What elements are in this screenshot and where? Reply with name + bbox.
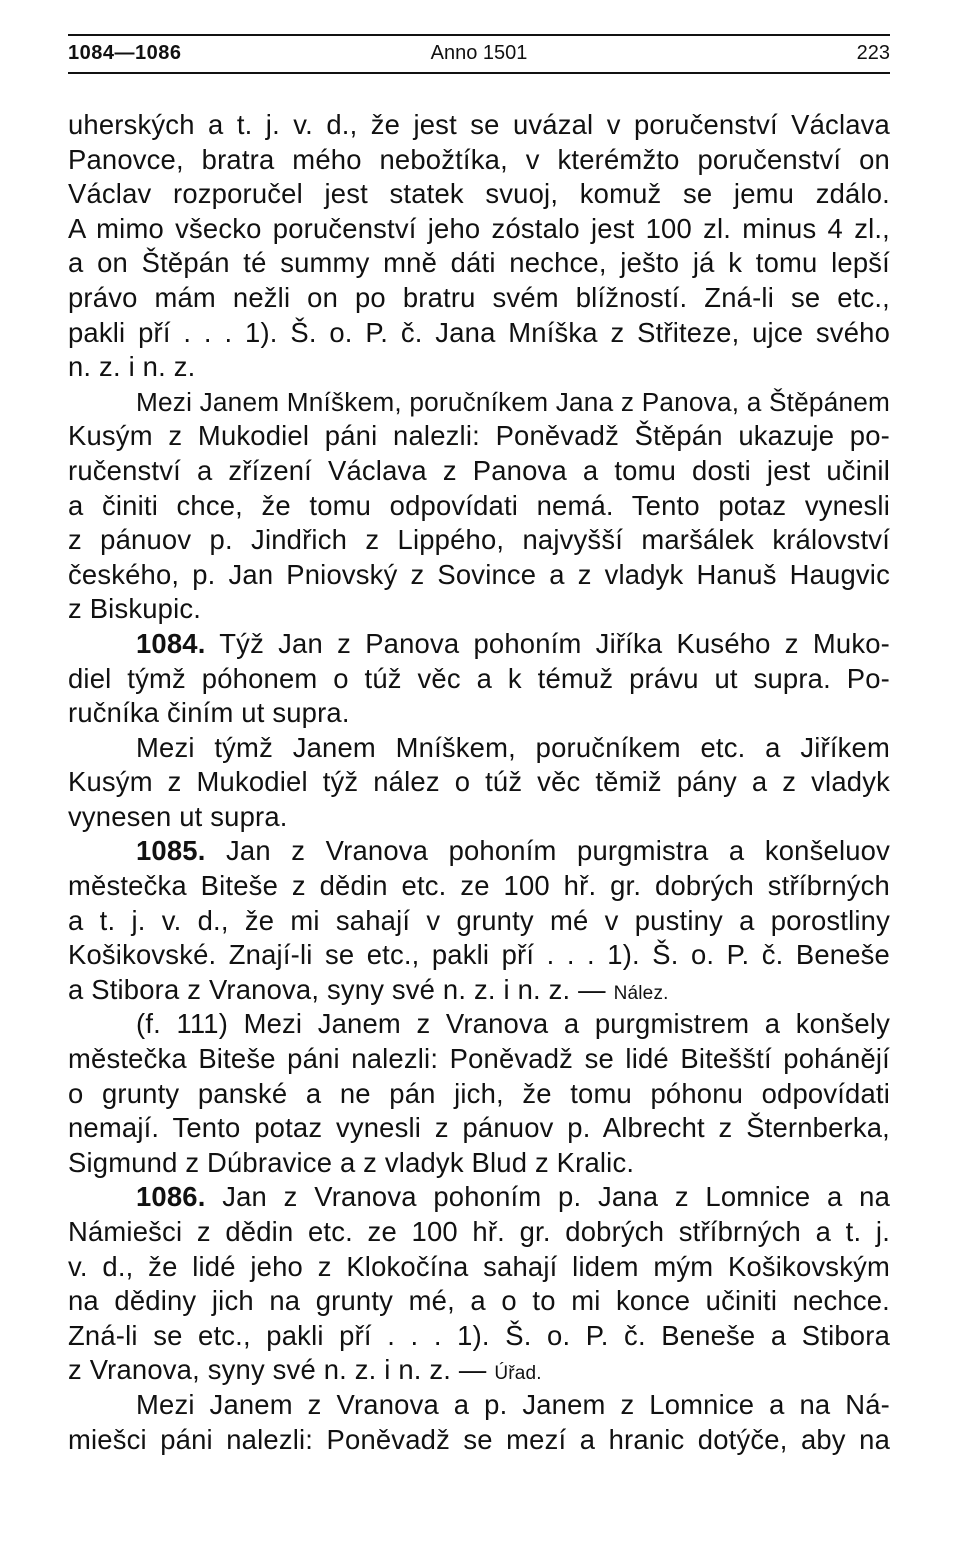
margin-note: Úřad. — [494, 1363, 542, 1385]
text-line: Košikovské. Znají-li se etc., pakli pří . . . 1). Š. o. P. č. Beneše — [68, 939, 890, 971]
text-line: Zná-li se etc., pakli pří . . . 1). Š. o. P. č. Beneše a Stibora — [68, 1319, 890, 1351]
text-line: miešci páni nalezli: Poněvadž se mezí a hranic dotýče, aby na — [68, 1423, 890, 1455]
text-line: z Vranova, syny své n. z. i n. z. — Úřad. — [68, 1354, 542, 1386]
text-line: ručenství a zřízení Václava z Panova a tomu dosti jest učinil — [68, 454, 890, 486]
text-line: n. z. i n. z. — [68, 351, 196, 383]
text-line: Námiešci z dědin etc. ze 100 hř. gr. dobrých stříbrných a t. j. — [68, 1216, 890, 1247]
body-text — [68, 108, 890, 1457]
text-line: 1086. Jan z Vranova pohoním p. Jana z Lomnice a na — [136, 1181, 890, 1213]
text-line: o grunty panské a ne pán jich, že tomu póhonu odpovídati — [68, 1077, 890, 1109]
header-title: Anno 1501 — [430, 42, 528, 64]
text-line: městečka Biteše páni nalezli: Poněvadž se lidé Bitešští pohánějí — [68, 1043, 890, 1075]
text-line: v. d., že lidé jeho z Klokočína sahají lidem mým Košikovským — [68, 1250, 890, 1282]
text-line: 1085. Jan z Vranova pohoním purgmistra a konšeluov — [136, 835, 890, 867]
text-line: a činiti chce, že tomu odpovídati nemá. Tento potaz vynesli — [68, 489, 890, 521]
header-top-rule — [68, 34, 890, 36]
text-line: 1084. Týž Jan z Panova pohoním Jiříka Kusého z Muko- — [136, 627, 890, 659]
text-line: vynesen ut supra. — [68, 800, 288, 832]
text-line: Panovce, bratra mého nebožtíka, v kterémžto poručenství on — [68, 143, 890, 175]
text-line: (f. 111) Mezi Janem z Vranova a purgmistrem a konšely — [136, 1008, 890, 1040]
text-line: z Biskupic. — [68, 593, 202, 625]
header-bottom-rule — [68, 72, 890, 74]
text-line: uherských a t. j. v. d., že jest se uvázal v poručenství Václava — [68, 109, 890, 140]
text-line: městečka Biteše z dědin etc. ze 100 hř. gr. dobrých stříbrných — [68, 870, 890, 902]
entry-number-1086: 1086. — [136, 1181, 206, 1213]
text-line: a on Štěpán té summy mně dáti nechce, ješto já k tomu lepší — [68, 247, 890, 279]
text-line: Kusým z Mukodiel týž nález o túž věc těmiž pány a z vladyk — [68, 766, 890, 798]
header-entry-range: 1084—1086 — [68, 42, 182, 64]
text-line: a Stibora z Vranova, syny své n. z. i n. z. — Nález. — [68, 973, 669, 1005]
text-line: nemají. Tento potaz vynesli z pánuov p. Albrecht z Šternberka, — [68, 1112, 890, 1144]
text-line: z pánuov p. Jindřich z Lippého, najvyšší maršálek království — [68, 524, 890, 556]
text-line: A mimo všecko poručenství jeho zóstalo jest 100 zl. minus 4 zl., — [68, 212, 890, 244]
text-line: Mezi Janem z Vranova a p. Janem z Lomnice a na Ná- — [136, 1388, 890, 1420]
text-line: Kusým z Mukodiel páni nalezli: Poněvadž Štěpán ukazuje po- — [68, 420, 890, 452]
running-header — [68, 40, 890, 70]
text-line: na dědiny jich na grunty mé, a o to mi konce učiniti nechce. — [68, 1285, 890, 1317]
text-line: Václav rozporučel jest statek svuoj, komuž se jemu zdálo. — [68, 178, 890, 210]
text-line: českého, p. Jan Pniovský z Sovince a z vladyk Hanuš Haugvic — [68, 558, 890, 590]
text-line: Sigmund z Dúbravice a z vladyk Blud z Kralic. — [68, 1146, 635, 1178]
text-line: diel týmž póhonem o túž věc a k témuž právu ut supra. Po- — [68, 662, 890, 694]
text-line: právo mám nežli on po bratru svém blížností. Zná-li se etc., — [68, 281, 890, 313]
header-page-number: 223 — [856, 42, 890, 64]
text-line: ručníka činím ut supra. — [68, 697, 350, 729]
text-line: a t. j. v. d., že mi sahají v grunty mé v pustiny a porostliny — [68, 904, 890, 936]
text-line: Mezi Janem Mníškem, poručníkem Jana z Panova, a Štěpánem — [136, 386, 890, 417]
text-line: Mezi týmž Janem Mníškem, poručníkem etc. a Jiříkem — [136, 731, 890, 763]
entry-number-1085: 1085. — [136, 835, 206, 867]
entry-number-1084: 1084. — [136, 627, 206, 659]
margin-note: Nález. — [613, 982, 669, 1004]
text-line: pakli pří . . . 1). Š. o. P. č. Jana Mníška z Střiteze, ujce svého — [68, 316, 890, 348]
